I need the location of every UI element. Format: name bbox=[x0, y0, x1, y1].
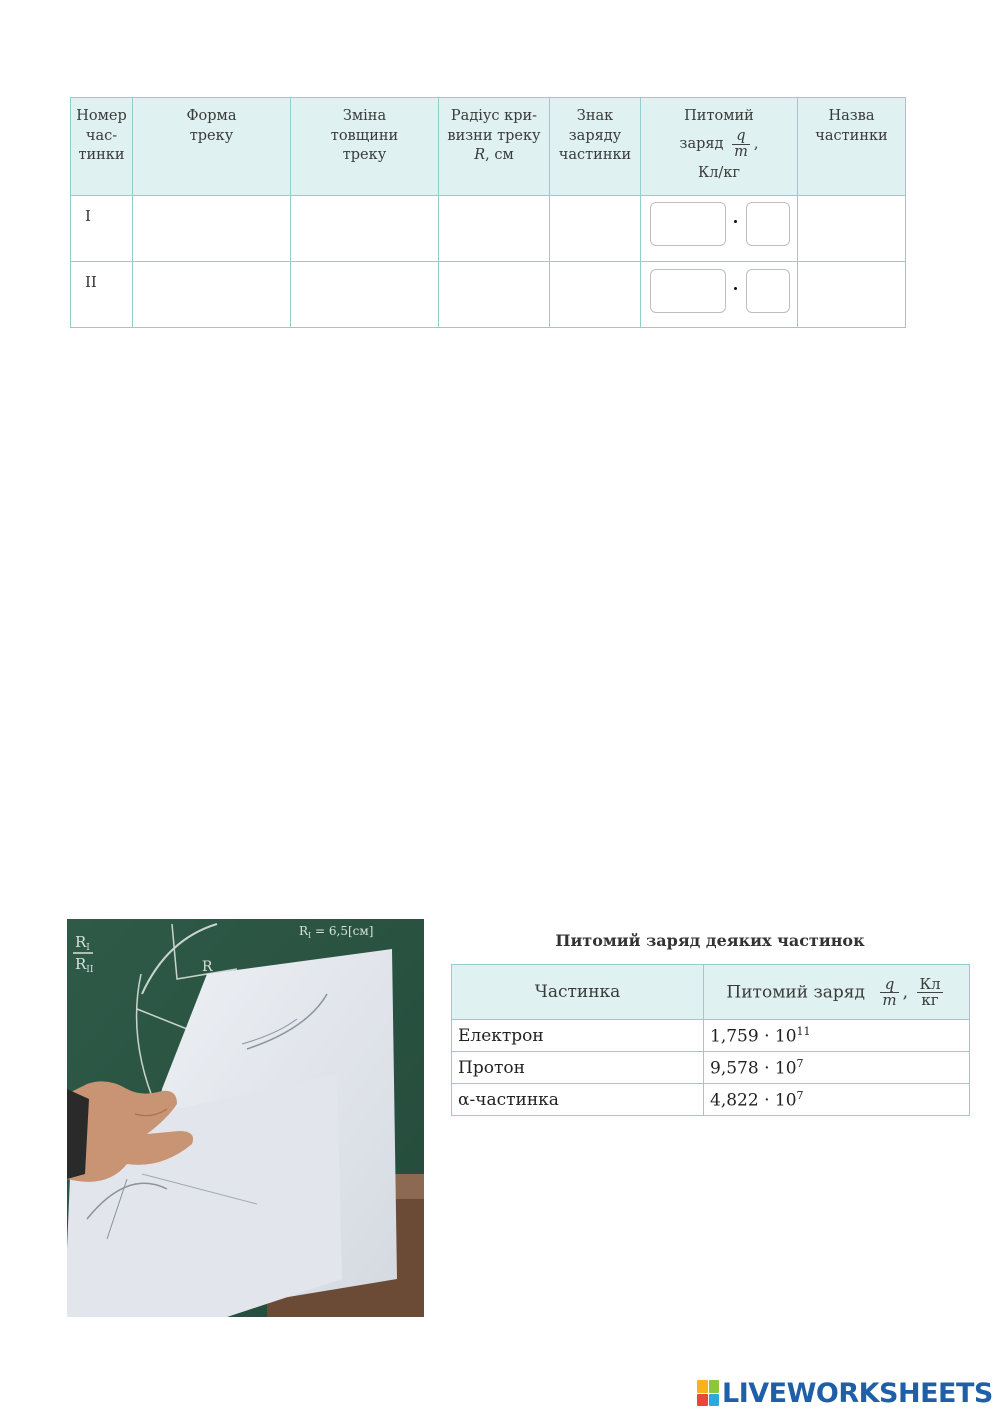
multiply-dot bbox=[734, 287, 737, 290]
charge-sign-cell bbox=[550, 262, 641, 328]
photo-image bbox=[67, 919, 424, 1317]
board-formula: $R_I = 6,5[см]$ bbox=[299, 924, 374, 940]
exponent-input[interactable] bbox=[746, 202, 790, 246]
track-shape-cell bbox=[133, 262, 291, 328]
specific-charge-cell bbox=[641, 262, 798, 328]
specific-charge-cell bbox=[641, 196, 798, 262]
header-track-thickness: Зміна товщини треку bbox=[291, 98, 439, 196]
charge-value-cell: $9,578 \cdot 10^7$ bbox=[704, 1052, 970, 1084]
charge-sign-cell bbox=[550, 196, 641, 262]
header-curvature-radius: Радіус кри- визни треку R, см bbox=[439, 98, 550, 196]
radius-cell bbox=[439, 196, 550, 262]
exponent-input[interactable] bbox=[746, 269, 790, 313]
table-row bbox=[452, 1052, 970, 1084]
particle-cell: Протон bbox=[452, 1052, 704, 1084]
table-row bbox=[452, 1084, 970, 1116]
charge-value-cell: $1,759 \cdot 10^{11}$ bbox=[704, 1020, 970, 1052]
track-shape-cell bbox=[133, 196, 291, 262]
mantissa-input[interactable] bbox=[650, 269, 726, 313]
header-particle-name: Назва частинки bbox=[798, 98, 906, 196]
row-number: I bbox=[71, 196, 133, 262]
logo-mark-icon bbox=[697, 1380, 719, 1406]
track-photo bbox=[67, 919, 424, 1317]
header-track-shape: Форма треку bbox=[133, 98, 291, 196]
table-row bbox=[452, 1020, 970, 1052]
liveworksheets-logo: LIVEWORKSHEETS bbox=[697, 1378, 993, 1408]
board-label: $R_I$ bbox=[75, 933, 90, 953]
particle-name-cell bbox=[798, 196, 906, 262]
header-specific-charge: Питомий заряд $\frac{q}{m}$ , $\frac{Кл}{кг}$ bbox=[704, 965, 970, 1020]
row-number: II bbox=[71, 262, 133, 328]
track-thickness-cell bbox=[291, 262, 439, 328]
particle-cell: α-частинка bbox=[452, 1084, 704, 1116]
charge-value-cell: $4,822 \cdot 10^7$ bbox=[704, 1084, 970, 1116]
multiply-dot bbox=[734, 220, 737, 223]
header-charge-sign: Знак заряду частинки bbox=[550, 98, 641, 196]
reference-table bbox=[451, 964, 970, 1116]
header-particle-number: Номер час- тинки bbox=[71, 98, 133, 196]
track-thickness-cell bbox=[291, 196, 439, 262]
particle-name-cell bbox=[798, 262, 906, 328]
particle-table bbox=[70, 97, 906, 328]
header-specific-charge: Питомий заряд $\frac{q}{m}$ , Кл/кг bbox=[641, 98, 798, 196]
header-particle: Частинка bbox=[452, 965, 704, 1020]
mantissa-input[interactable] bbox=[650, 202, 726, 246]
reference-title: Питомий заряд деяких частинок bbox=[555, 931, 865, 950]
svg-text:RII: $R_{II}$ bbox=[75, 955, 94, 975]
table-row bbox=[71, 196, 906, 262]
svg-text:R: R bbox=[202, 959, 213, 975]
particle-cell: Електрон bbox=[452, 1020, 704, 1052]
table-row bbox=[71, 262, 906, 328]
radius-cell bbox=[439, 262, 550, 328]
